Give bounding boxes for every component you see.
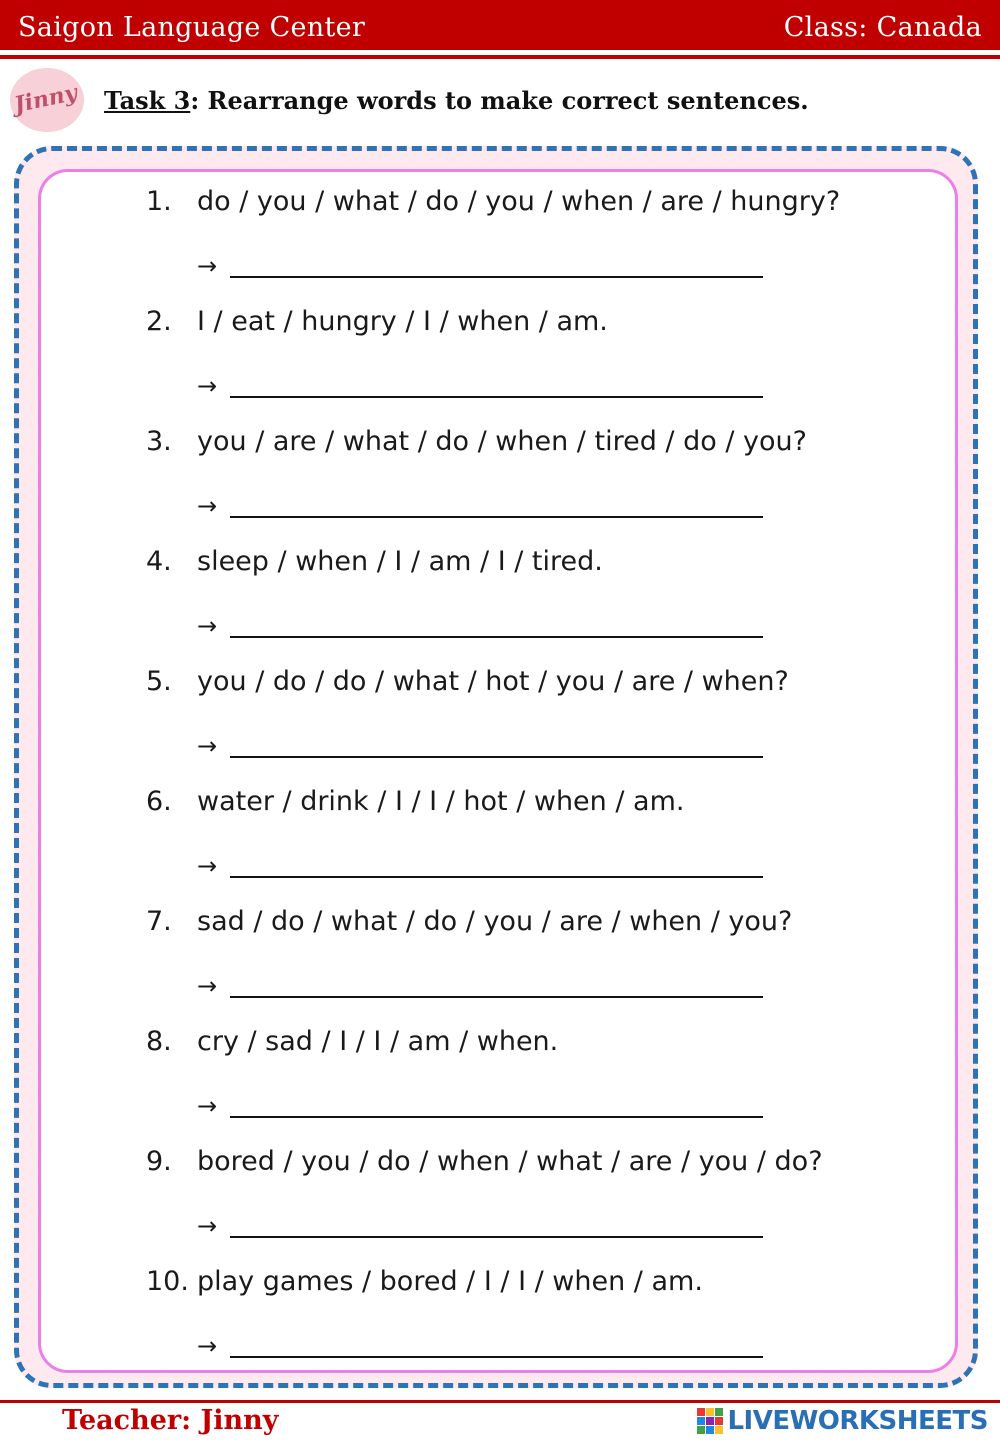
scrambled-sentence: you / are / what / do / when / tired / do / you?: [197, 426, 807, 457]
scrambled-sentence: play games / bored / I / I / when / am.: [197, 1266, 703, 1297]
arrow-icon: →: [197, 732, 218, 760]
scrambled-sentence: cry / sad / I / I / am / when.: [197, 1026, 559, 1057]
item-number: 8.: [146, 1026, 172, 1057]
item-number: 7.: [146, 906, 172, 937]
item-number: 6.: [146, 786, 172, 817]
arrow-icon: →: [197, 1212, 218, 1240]
answer-line[interactable]: [230, 516, 763, 518]
item-number: 5.: [146, 666, 172, 697]
answer-line[interactable]: [230, 1356, 763, 1358]
item-number: 10.: [146, 1266, 189, 1297]
item-number: 2.: [146, 306, 172, 337]
item-number: 9.: [146, 1146, 172, 1177]
arrow-icon: →: [197, 972, 218, 1000]
arrow-icon: →: [197, 492, 218, 520]
answer-line[interactable]: [230, 1116, 763, 1118]
answer-line[interactable]: [230, 1236, 763, 1238]
content-frame: [38, 169, 958, 1373]
arrow-icon: →: [197, 852, 218, 880]
answer-line[interactable]: [230, 396, 763, 398]
arrow-icon: →: [197, 1332, 218, 1360]
scrambled-sentence: you / do / do / what / hot / you / are / when?: [197, 666, 789, 697]
class-name: Class: Canada: [783, 12, 982, 43]
liveworksheets-icon: [697, 1408, 723, 1434]
answer-line[interactable]: [230, 276, 763, 278]
jinny-logo: [10, 68, 84, 132]
arrow-icon: →: [197, 1092, 218, 1120]
teacher-name: Teacher: Jinny: [62, 1405, 279, 1436]
header-divider: [0, 55, 1000, 59]
answer-line[interactable]: [230, 636, 763, 638]
answer-line[interactable]: [230, 876, 763, 878]
header-bar: [0, 0, 1000, 50]
scrambled-sentence: water / drink / I / I / hot / when / am.: [197, 786, 685, 817]
scrambled-sentence: bored / you / do / when / what / are / you / do?: [197, 1146, 823, 1177]
school-name: Saigon Language Center: [18, 12, 366, 43]
logo-text: Jinny: [11, 79, 80, 119]
scrambled-sentence: I / eat / hungry / I / when / am.: [197, 306, 608, 337]
arrow-icon: →: [197, 372, 218, 400]
footer-divider: [0, 1400, 1000, 1403]
arrow-icon: →: [197, 252, 218, 280]
liveworksheets-logo: [697, 1404, 988, 1438]
item-number: 1.: [146, 186, 172, 217]
arrow-icon: →: [197, 612, 218, 640]
liveworksheets-text: LIVEWORKSHEETS: [727, 1406, 988, 1436]
task-label: Task 3: [104, 86, 191, 115]
answer-line[interactable]: [230, 996, 763, 998]
task-title: [104, 86, 809, 115]
item-number: 4.: [146, 546, 172, 577]
scrambled-sentence: do / you / what / do / you / when / are / hungry?: [197, 186, 841, 217]
task-instruction: : Rearrange words to make correct sentences.: [190, 86, 809, 115]
answer-line[interactable]: [230, 756, 763, 758]
item-number: 3.: [146, 426, 172, 457]
scrambled-sentence: sad / do / what / do / you / are / when / you?: [197, 906, 793, 937]
scrambled-sentence: sleep / when / I / am / I / tired.: [197, 546, 603, 577]
